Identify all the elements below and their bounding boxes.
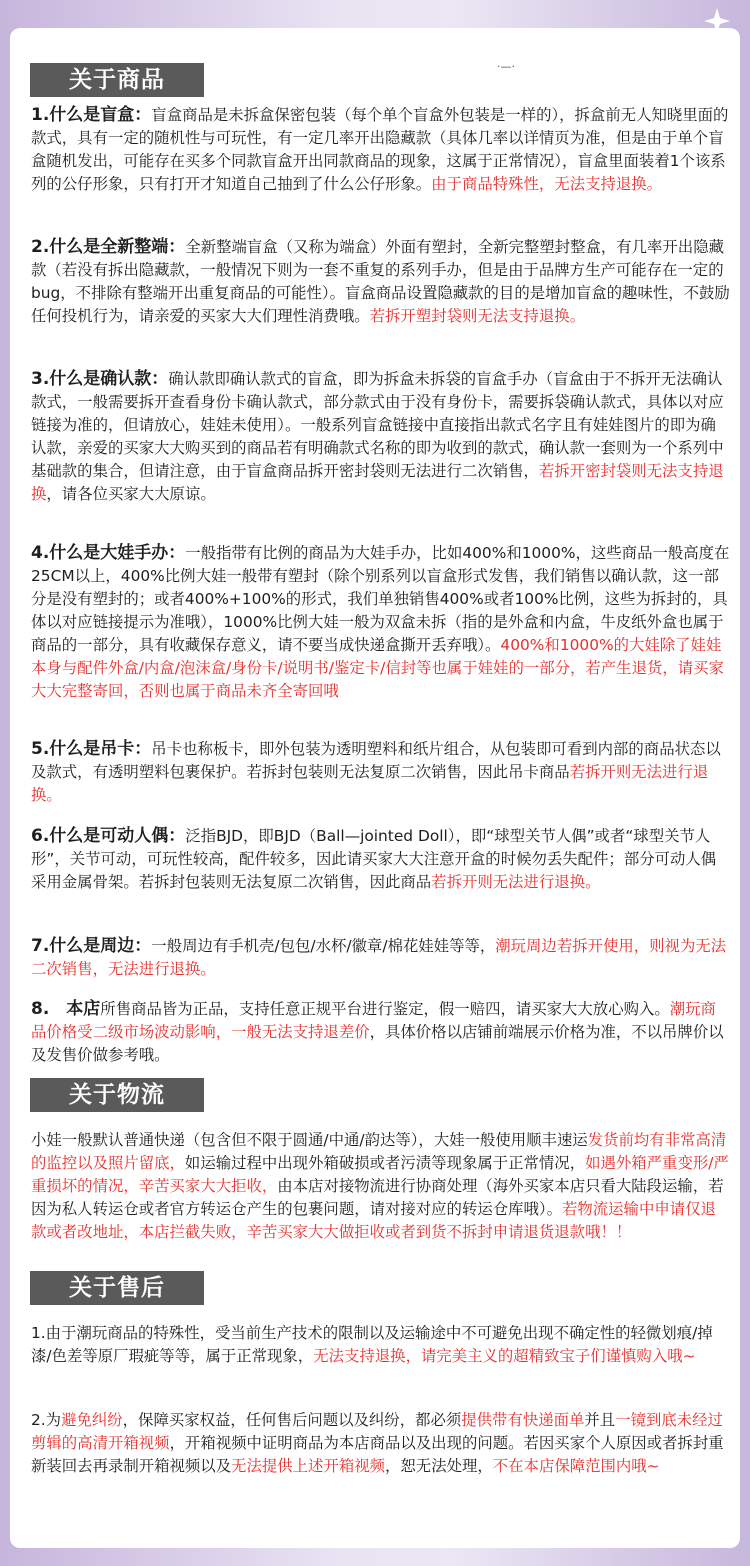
body-text: 盲盒商品是未拆盒保密包装（每个单个盲盒外包装是一样的），拆盒前无人知晓里面的款式，具有一定的随机性与可玩性，有一定几率开出隐藏款（具体几率以详情页为准，但是由于单个盲盒随机发出，可能存在买多个同款盲盒开出同款商品的现象，这属于正常情况），盲盒里面装着1个该系列的公仔形象，只有打开才知道自己抽到了什么公仔形象。 [31,106,729,193]
body-text: 一般指带有比例的商品为大娃手办，比如400%和1000%，这些商品一般高度在25CM以上，400%比例大娃一般带有塑封（除个别系列以盲盒形式发售，我们销售以确认款，这一部分是没有塑封的；或者400%+100%的形式，我们单独销售400%或者100%比例，这些为拆封的，具体以对应链接提示为准哦），1000%比例大娃一般为双盒未拆（指的是外盒和内盒，牛皮纸外盒也属于商品的一部分，具有收藏保存意义，请不要当成快递盒撕开丢弃哦）。 [31,544,730,654]
body-text: 并且 [584,1411,616,1429]
notice-text: 由于商品特殊性，无法支持退换。 [431,175,663,193]
notice-text: 无法支持退换，请完美主义的超精致宝子们谨慎购入哦~ [313,1347,696,1365]
body-text: 一般周边有手机壳/包包/水杯/徽章/棉花娃娃等等， [151,937,496,955]
question-heading: 6.什么是可动人偶： [31,826,186,846]
decoration-mark: ·—· [497,60,515,73]
item-confirmed-style [31,368,731,506]
aftersale-text-1 [31,1322,731,1368]
question-heading: 3.什么是确认款： [31,369,169,389]
item-blister-card [31,738,731,807]
body-text: ，开箱视频中证明商品为本店商品以及出现的问题。若因买家个人原因或者拆封重新装回去再录制开箱视频以及 [31,1434,724,1475]
body-text: 全新整端盲盒（又称为端盒）外面有塑封，全新完整塑封整盒，有几率开出隐藏款（若没有拆出隐藏款，一般情况下则为一套不重复的系列手办，但是由于品牌方生产可能存在一定的bug，不排除有整端开出重复商品的可能性）。盲盒商品设置隐藏款的目的是增加盲盒的趣味性，不鼓励任何投机行为，请亲爱的买家大大们理性消费哦。 [31,238,730,325]
item-large-figure [31,542,731,703]
notice-text: 若拆开则无法进行退换。 [431,873,601,891]
question-heading: 2.什么是全新整端： [31,237,186,257]
body-text: 确认款即确认款式的盲盒，即为拆盒未拆袋的盲盒手办（盲盒由于不拆开无法确认款式，一般需要拆开查看身份卡确认款式，部分款式由于没有身份卡，需要拆袋确认款式，具体以对应链接为准的，但请放心，娃娃未使用）。一般系列盲盒链接中直接指出款式名字且有娃娃图片的即为确认款，亲爱的买家大大购买到的商品若有明确款式名称的即为收到的款式，确认款一套则为一个系列中基础款的集合，但请注意，由于盲盒商品拆开密封袋则无法进行二次销售， [31,370,724,480]
notice-text: 若拆开则无法进行退换。 [31,763,709,804]
section-title-aftersale: 关于售后 [30,1271,204,1305]
body-text: ，恕无法处理， [385,1457,493,1475]
item-blind-box [31,104,731,196]
notice-text: 提供带有快递面单 [461,1411,585,1429]
notice-text: 发货前均有非常高清的监控以及照片留底， [31,1131,727,1172]
question-heading: 1.什么是盲盒： [31,105,152,125]
item-action-doll [31,825,731,894]
body-text: 如运输过程中出现外箱破损或者污渍等现象属于正常情况， [184,1154,586,1172]
question-heading: 5.什么是吊卡： [31,739,152,759]
body-text: ，请各位买家大大原谅。 [46,485,216,503]
body-text: 1.由于潮玩商品的特殊性，受当前生产技术的限制以及运输途中不可避免出现不确定性的轻微划痕/掉漆/色差等原厂瑕疵等等，属于正常现象， [31,1324,713,1365]
shipping-text [31,1129,731,1244]
item-full-set [31,236,731,328]
body-text: 小娃一般默认普通快递（包含但不限于圆通/中通/韵达等），大娃一般使用顺丰速运 [31,1131,588,1149]
question-heading: 4.什么是大娃手办： [31,543,186,563]
body-text: ，具体价格以店铺前端展示价格为准，不以吊牌价以及发售价做参考哦。 [31,1023,724,1064]
notice-text: 不在本店保障范围内哦~ [492,1457,660,1475]
body-text: 2.为 [31,1411,62,1429]
item-authenticity [31,998,731,1067]
notice-text: 如遇外箱严重变形/严重损坏的情况，辛苦买家大大拒收， [31,1154,729,1195]
notice-text: 无法提供上述开箱视频 [231,1457,386,1475]
body-text: ，保障买家权益，任何售后问题以及纠纷，都必须 [122,1411,462,1429]
body-text: 泛指BJD，即BJD（Ball—jointed Doll），即“球型关节人偶”或者“球型关节人形”，关节可动，可玩性较高，配件较多，因此请买家大大注意开盒的时候勿丢失配件；部分可动人偶采用金属骨架。若拆封包装则无法复原二次销售，因此商品 [31,827,717,891]
sparkle-icon [704,8,730,34]
notice-text: 若拆开密封袋则无法支持退换 [31,462,724,503]
notice-text: 400%和1000%的大娃除了娃娃本身与配件外盒/内盒/泡沫盒/身份卡/说明书/鉴定卡/信封等也属于娃娃的一部分，若产生退货，请买家大大完整寄回，否则也属于商品未齐全寄回哦 [31,636,724,700]
question-heading: 8. 本店 [31,999,101,1019]
notice-text: 潮玩周边若拆开使用，则视为无法二次销售，无法进行退换。 [31,937,727,978]
question-heading: 7.什么是周边： [31,936,152,956]
section-title-goods: 关于商品 [30,63,204,97]
notice-text: 避免纠纷 [61,1411,123,1429]
notice-text: 潮玩商品价格受二级市场波动影响，一般无法支持退差价 [31,1000,716,1041]
section-title-shipping: 关于物流 [30,1078,204,1112]
notice-text: 一镜到底未经过剪辑的高清开箱视频 [31,1411,723,1452]
body-text: 由本店对接物流进行协商处理（海外买家本店只看大陆段运输，若因为私人转运仓或者官方转运仓产生的包裹问题，请对接对应的转运仓库哦）。 [31,1177,724,1218]
item-merchandise [31,935,731,981]
notice-text: 若物流运输中申请仅退款或者改地址，本店拦截失败，辛苦买家大大做拒收或者到货不拆封申请退货退款哦！！ [31,1200,716,1241]
aftersale-text-2 [31,1409,731,1478]
body-text: 所售商品皆为正品，支持任意正规平台进行鉴定，假一赔四，请买家大大放心购入。 [100,1000,670,1018]
body-text: 吊卡也称板卡，即外包装为透明塑料和纸片组合，从包装即可看到内部的商品状态以及款式，有透明塑料包裹保护。若拆封包装则无法复原二次销售，因此吊卡商品 [31,740,721,781]
notice-text: 若拆开塑封袋则无法支持退换。 [369,307,586,325]
